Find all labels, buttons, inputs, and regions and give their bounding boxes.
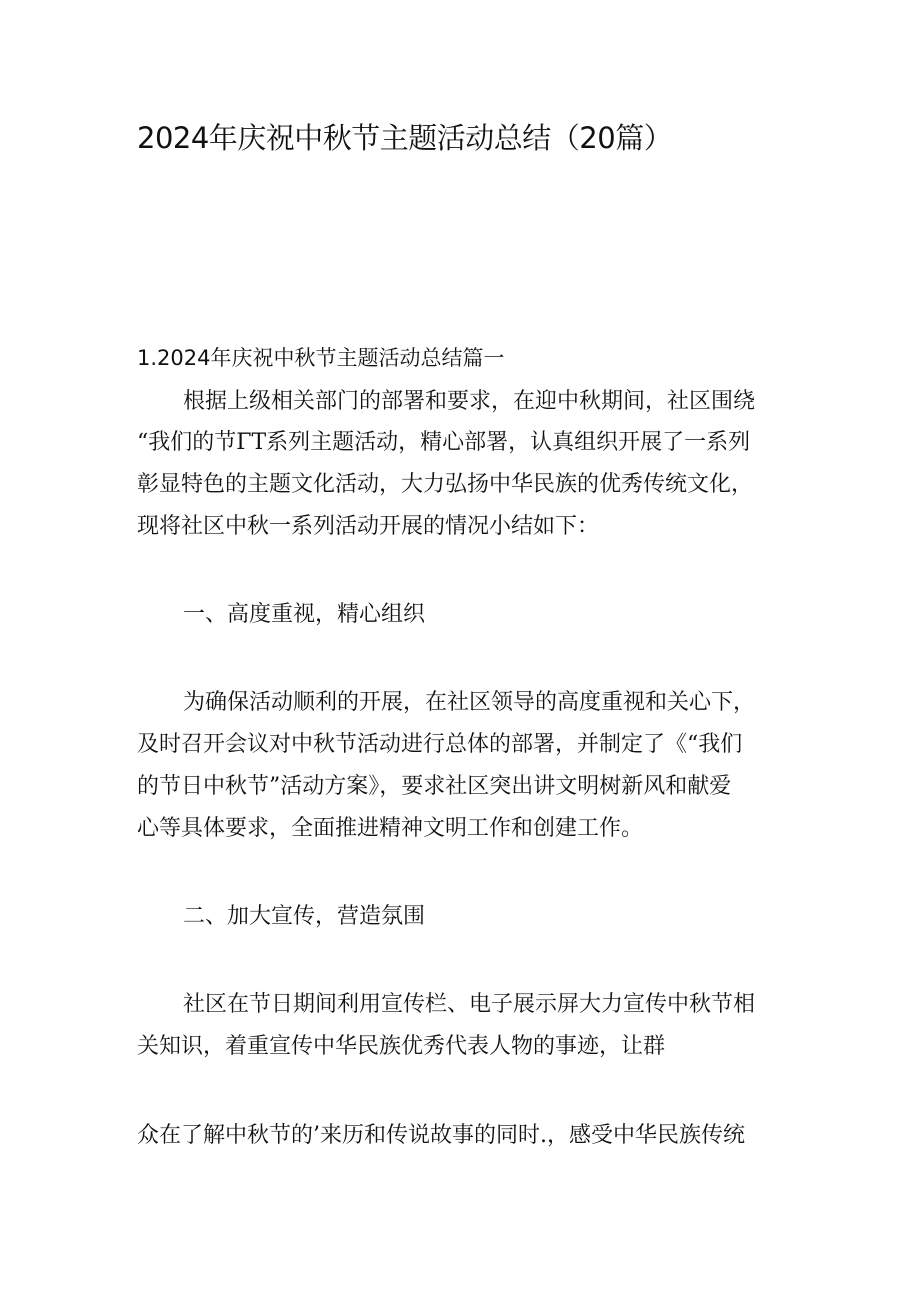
- paragraph-line: 为确保活动顺利的开展，在社区领导的高度重视和关心下，: [183, 690, 756, 715]
- subheading-1: 一、高度重视，精心组织: [183, 602, 426, 627]
- paragraph-line: 的节日中秋节”活动方案》，要求社区突出讲文明树新风和献爱: [137, 774, 732, 799]
- paragraph-line: 社区在节日期间利用宣传栏、电子展示屏大力宣传中秋节相: [183, 992, 756, 1017]
- document-title: 2024年庆祝中秋节主题活动总结（20篇）: [137, 121, 673, 155]
- subheading-2: 二、加大宣传，营造氛围: [183, 904, 426, 929]
- paragraph-line: 根据上级相关部门的部署和要求，在迎中秋期间，社区围绕: [183, 389, 756, 414]
- paragraph-line: 众在了解中秋节的’来历和传说故事的同时.，感受中华民族传统: [137, 1123, 745, 1148]
- paragraph-line: 彰显特色的主题文化活动，大力弘扬中华民族的优秀传统文化，: [137, 472, 754, 497]
- paragraph-line: 心等具体要求，全面推进精神文明工作和创建工作。: [137, 816, 644, 841]
- paragraph-line: 关知识，着重宣传中华民族优秀代表人物的事迹，让群: [137, 1034, 666, 1059]
- paragraph-line: 现将社区中秋一系列活动开展的情况小结如下：: [137, 514, 600, 539]
- paragraph-line: “我们的节ΓΤ系列主题活动，精心部署，认真组织开展了一系列: [137, 430, 751, 455]
- paragraph-line: 及时召开会议对中秋节活动进行总体的部署，并制定了《“我们: [137, 732, 743, 757]
- section-heading: 1.2024年庆祝中秋节主题活动总结篇一: [137, 346, 505, 370]
